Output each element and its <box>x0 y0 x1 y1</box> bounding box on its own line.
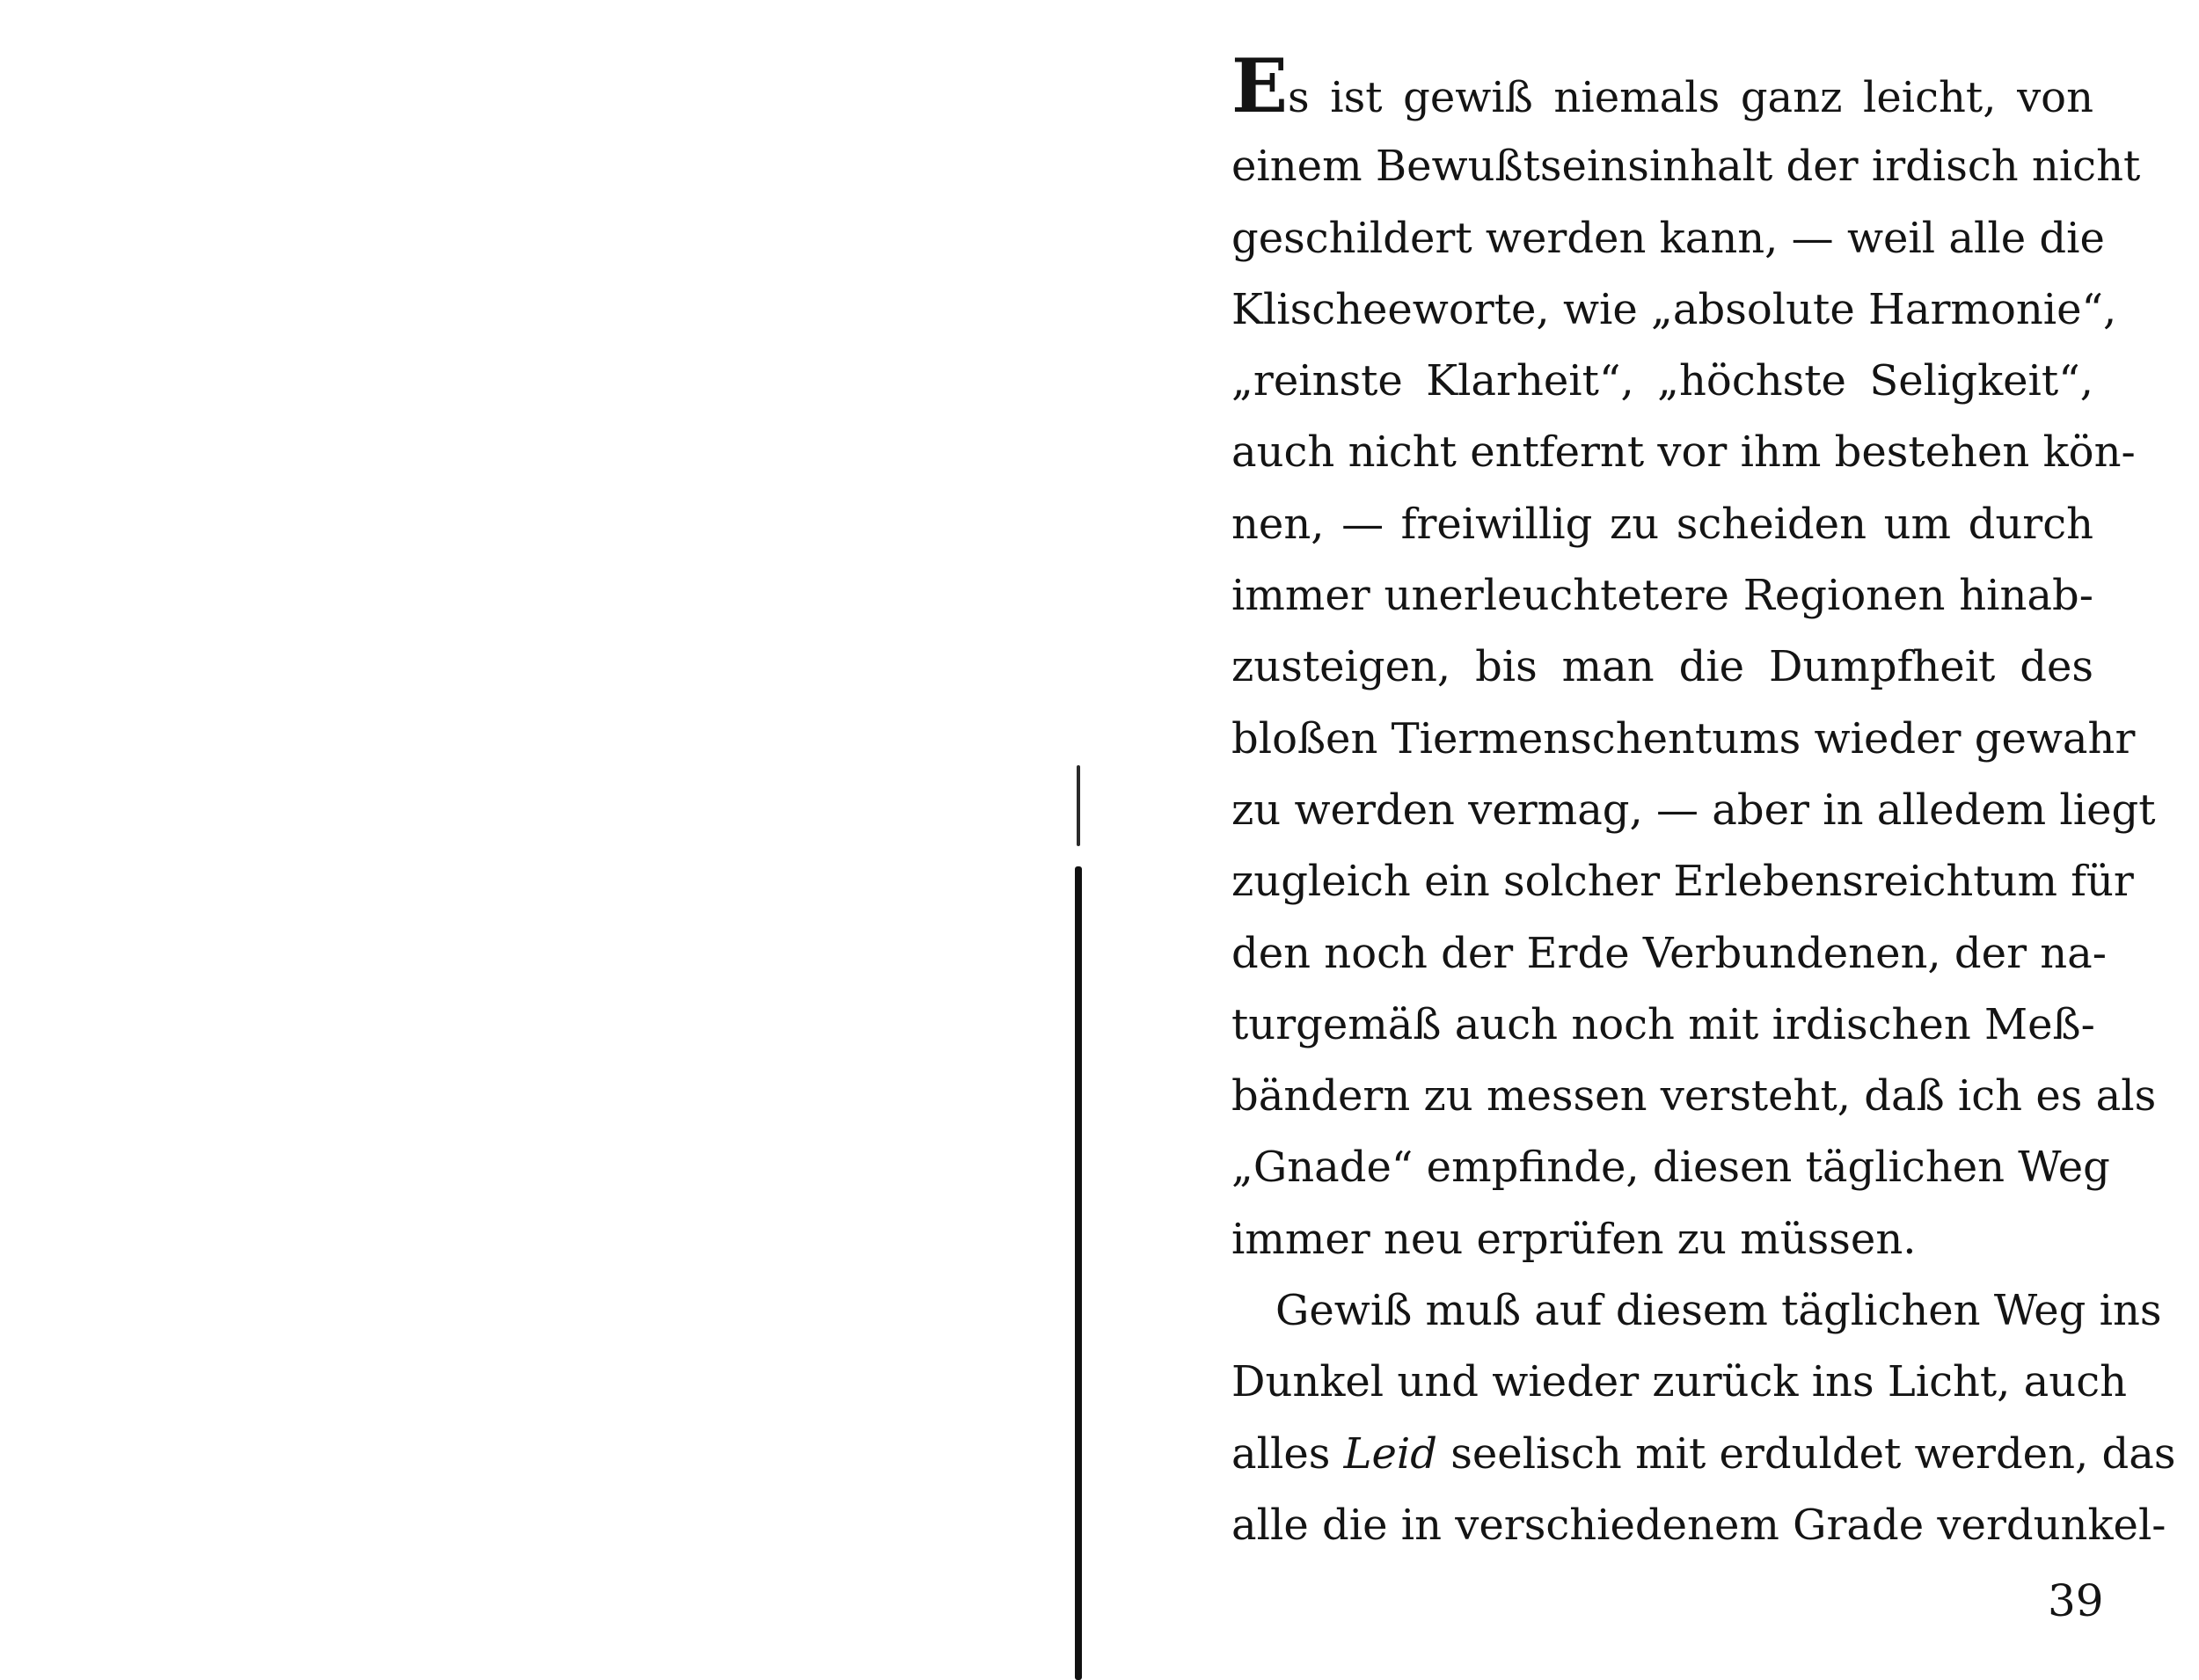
text-line-16: „Gnade“ empfinde, diesen täglichen Weg <box>1231 1143 2110 1193</box>
text-line-14: turgemäß auch noch mit irdischen Meß- <box>1231 999 2095 1049</box>
text-line-1-rest: s ist gewiß niemals ganz leicht, von <box>1288 73 2093 122</box>
text-line-8: immer unerleuchtetere Regionen hinab- <box>1231 571 2093 621</box>
text-line-4: Klischeeworte, wie „absolute Harmonie“, <box>1231 284 2117 334</box>
binding-gutter-shadow <box>1075 866 1082 1680</box>
text-line-11: zu werden vermag, — aber in alledem liegt <box>1231 785 2156 835</box>
text-line-5: „reinste Klarheit“, „höchste Seligkeit“, <box>1231 356 2093 406</box>
text-line-9: zusteigen, bis man die Dumpfheit des <box>1231 642 2093 692</box>
text-line-17: immer neu erprüfen zu müssen. <box>1231 1214 1917 1264</box>
italic-word-leid: Leid <box>1343 1428 1437 1479</box>
right-page <box>1082 0 2199 1680</box>
text-line-18: Gewiß muß auf diesem täglichen Weg ins <box>1275 1286 2162 1336</box>
text-line-12: zugleich ein solcher Erlebensreichtum für <box>1231 857 2134 907</box>
text-line-6: auch nicht entfernt vor ihm bestehen kön- <box>1231 427 2136 478</box>
text-line-13: den noch der Erde Verbundenen, der na- <box>1231 928 2108 978</box>
drop-cap: E <box>1231 42 1289 129</box>
text-line-15: bändern zu messen versteht, daß ich es als <box>1231 1071 2157 1121</box>
left-page-blank <box>0 0 1073 1680</box>
text-line-19: Dunkel und wieder zurück ins Licht, auch <box>1231 1357 2128 1407</box>
text-line-20 <box>1231 1419 2176 1490</box>
text-line-3: geschildert werden kann, — weil alle die <box>1231 213 2105 263</box>
page-number: 39 <box>2048 1575 2104 1626</box>
text-line-20-after: seelisch mit erduldet werden, das <box>1436 1428 2176 1479</box>
text-line-7: nen, — freiwillig zu scheiden um durch <box>1231 499 2093 549</box>
text-line-21: alle die in verschiedenem Grade verdunkel- <box>1231 1500 2166 1550</box>
binding-gutter-shadow-upper <box>1077 765 1080 846</box>
text-line-20-before: alles <box>1231 1428 1344 1479</box>
body-text <box>1231 42 2176 1561</box>
text-line-2: einem Bewußtseinsinhalt der irdisch nicht <box>1231 142 2141 192</box>
text-line-10: bloßen Tiermenschentums wieder gewahr <box>1231 713 2136 763</box>
text-line-1 <box>1231 42 2093 131</box>
